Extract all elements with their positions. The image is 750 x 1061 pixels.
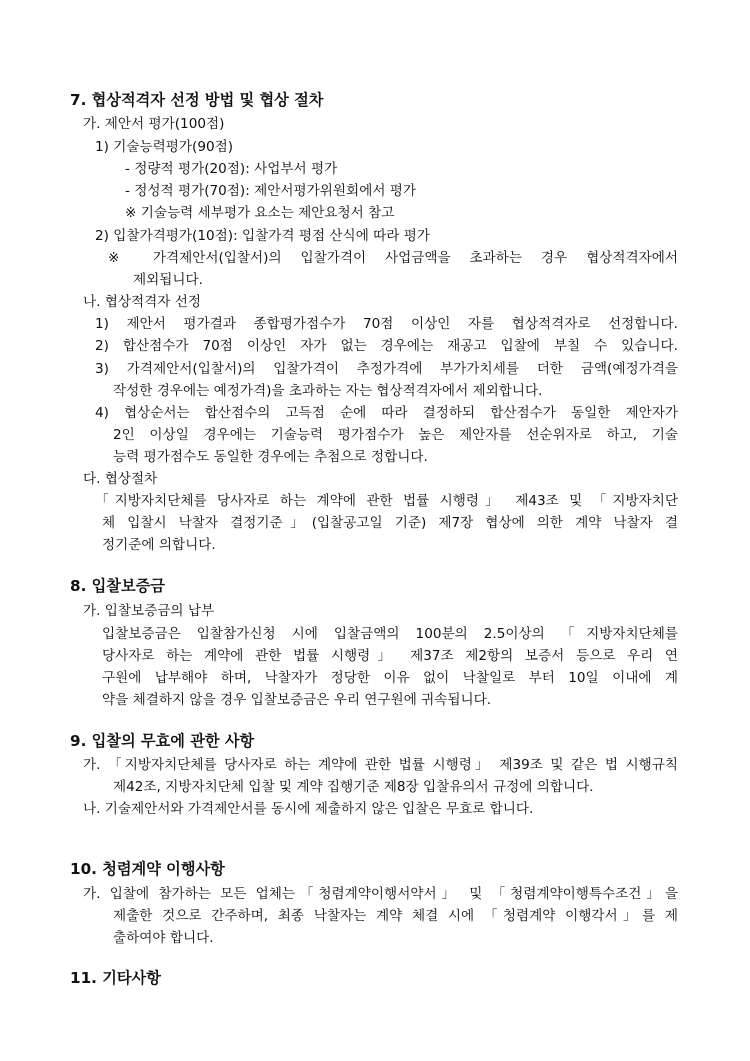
s7-item-na-3-line2: 작성한 경우에는 예정가격)을 초과하는 자는 협상적격자에서 제외합니다. <box>113 383 543 399</box>
s7-da-line2: 체 입찰시 낙찰자 결정기준」(입찰공고일 기준) 제7장 협상에 의한 계약 낙찰자 결 <box>102 515 678 531</box>
s7-item-na-1: 1) 제안서 평가결과 종합평가점수가 70점 이상인 자를 협상적격자로 선정합니다. <box>95 316 678 332</box>
s7-item-na-3-line1: 3) 가격제안서(입찰서)의 입찰가격이 추정가격에 부가가치세를 더한 금액(예정가격을 <box>95 361 678 377</box>
s7-item-ga-1-a: - 정량적 평가(20점): 사업부서 평가 <box>125 161 338 177</box>
s7-note-ga-1: ※ 기술능력 세부평가 요소는 제안요청서 참고 <box>125 205 395 221</box>
s7-note-ga-2-line1: ※ 가격제안서(입찰서)의 입찰가격이 사업금액을 초과하는 경우 협상적격자에서 <box>108 250 678 266</box>
s10-item-ga-line3: 출하여야 합니다. <box>113 930 214 946</box>
s7-item-ga-2: 2) 입찰가격평가(10점): 입찰가격 평점 산식에 따라 평가 <box>95 228 430 244</box>
s9-item-ga-line2: 제42조, 지방자치단체 입찰 및 계약 집행기준 제8장 입찰유의서 규정에 의합니다. <box>113 779 594 795</box>
s7-item-ga: 가. 제안서 평가(100점) <box>83 116 225 132</box>
s7-item-na: 나. 협상적격자 선정 <box>83 294 202 310</box>
s8-p-line3: 구원에 납부해야 하며, 낙찰자가 정당한 이유 없이 낙찰일로 부터 10일 이내에 계 <box>102 670 678 686</box>
s10-item-ga-line1: 가. 입찰에 참가하는 모든 업체는「청렴계약이행서약서」 및 「청렴계약이행특수조건」을 <box>83 886 678 902</box>
s7-item-na-2: 2) 합산점수가 70점 이상인 자가 없는 경우에는 재공고 입찰에 부칠 수 있습니다. <box>95 338 678 354</box>
s7-item-na-4-line2: 2인 이상일 경우에는 기술능력 평가점수가 높은 제안자를 선순위자로 하고, 기술 <box>113 427 678 443</box>
s7-da-line1: 「지방자치단체를 당사자로 하는 계약에 관한 법률 시행령」 제43조 및 「지방자치단 <box>95 493 678 509</box>
s7-item-na-4-line1: 4) 협상순서는 합산점수의 고득점 순에 따라 결정하되 합산점수가 동일한 제안자가 <box>95 405 678 421</box>
s7-da-line3: 정기준에 의합니다. <box>102 537 216 553</box>
s8-p-line1: 입찰보증금은 입찰참가신청 시에 입찰금액의 100분의 2.5이상의 「지방자치단체를 <box>102 626 678 642</box>
s8-p-line4: 약을 체결하지 않을 경우 입찰보증금은 우리 연구원에 귀속됩니다. <box>102 692 492 708</box>
s10-item-ga-line2: 제출한 것으로 간주하며, 최종 낙찰자는 계약 체결 시에 「청렴계약 이행각서」를 제 <box>113 908 678 924</box>
section-11-heading: 11. 기타사항 <box>70 969 161 987</box>
s7-item-ga-1: 1) 기술능력평가(90점) <box>95 139 234 155</box>
s9-item-na: 나. 기술제안서와 가격제안서를 동시에 제출하지 않은 입찰은 무효로 합니다. <box>83 801 534 817</box>
s9-item-ga-line1: 가. 「지방자치단체를 당사자로 하는 계약에 관한 법률 시행령」 제39조 및 같은 법 시행규칙 <box>83 757 678 773</box>
s8-p-line2: 당사자로 하는 계약에 관한 법률 시행령」 제37조 제2항의 보증서 등으로 우리 연 <box>102 648 678 664</box>
s7-item-na-4-line3: 능력 평가점수도 동일한 경우에는 추첨으로 정합니다. <box>113 449 428 465</box>
s7-item-da: 다. 협상절차 <box>83 471 158 487</box>
section-10-heading: 10. 청렴계약 이행사항 <box>70 860 225 878</box>
section-8-heading: 8. 입찰보증금 <box>70 577 165 595</box>
s8-item-ga: 가. 입찰보증금의 납부 <box>83 603 215 619</box>
section-9-heading: 9. 입찰의 무효에 관한 사항 <box>70 732 255 750</box>
section-7-heading: 7. 협상적격자 선정 방법 및 협상 절차 <box>70 91 324 109</box>
s7-item-ga-1-b: - 정성적 평가(70점): 제안서평가위원회에서 평가 <box>125 183 417 199</box>
s7-note-ga-2-line2: 제외됩니다. <box>133 272 203 288</box>
